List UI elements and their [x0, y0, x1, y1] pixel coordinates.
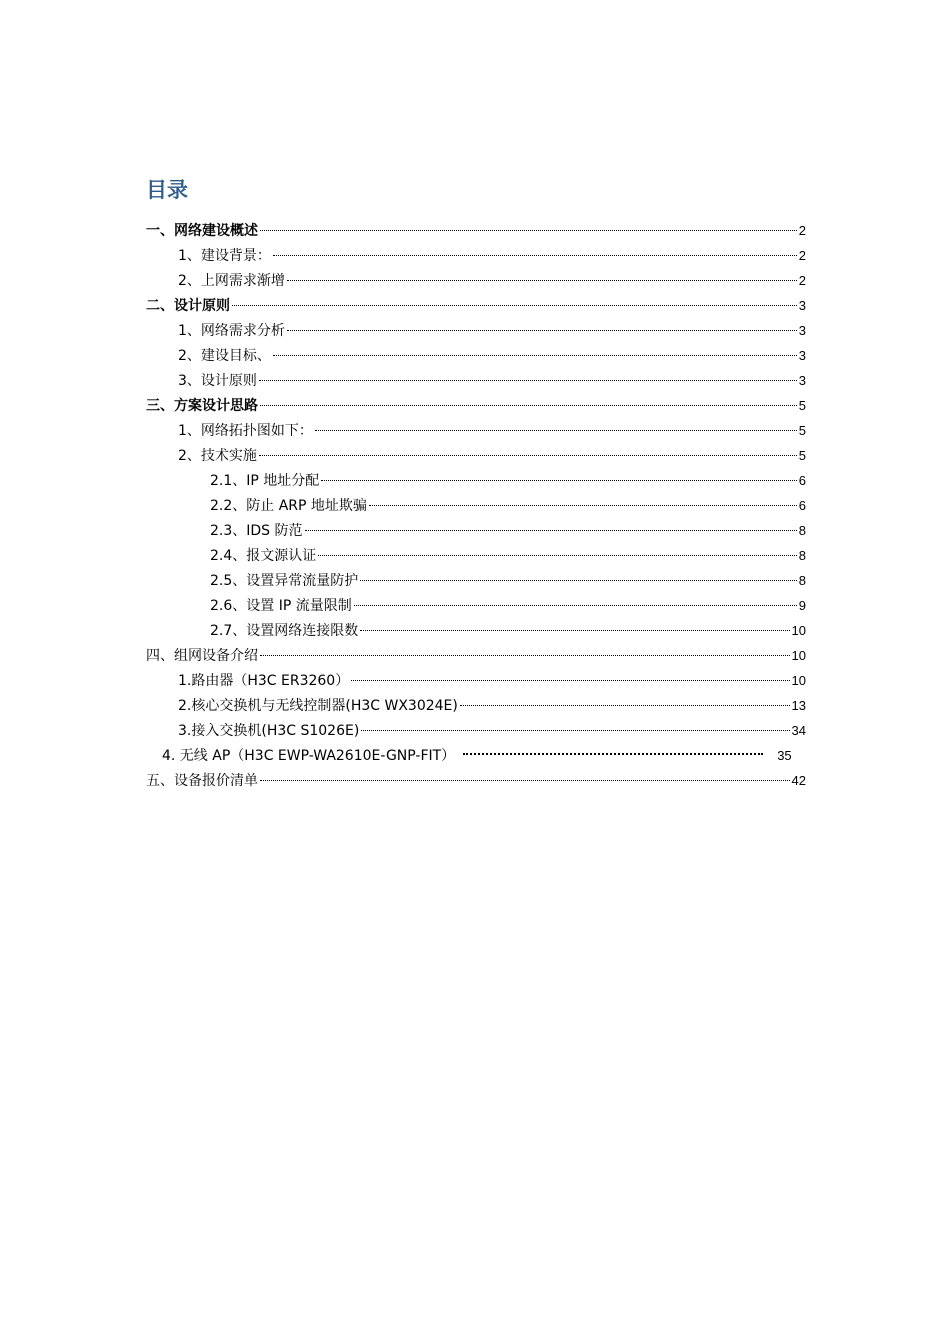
toc-entry-page: 5	[798, 423, 806, 438]
dot-leader	[321, 480, 796, 481]
toc-entry-page: 3	[798, 298, 806, 313]
dot-leader	[315, 430, 797, 431]
toc-entry-page: 10	[791, 623, 806, 638]
toc-entry-label: 4. 无线 AP（H3C EWP-WA2610E-GNP-FIT）	[162, 748, 456, 764]
dot-leader	[287, 330, 797, 331]
toc-entry[interactable]	[146, 568, 806, 593]
toc-entry-page: 35	[777, 748, 792, 763]
toc-entry-label: 2、技术实施	[178, 448, 257, 464]
dot-leader	[259, 380, 797, 381]
toc-entry-label: 2、建设目标、	[178, 348, 271, 364]
dot-leader	[463, 753, 763, 755]
toc-entry[interactable]	[146, 393, 806, 418]
dot-leader	[287, 280, 797, 281]
toc-entry-label: 3.接入交换机(H3C S1026E)	[178, 723, 360, 739]
toc-entry[interactable]	[146, 593, 806, 618]
dot-leader	[351, 680, 789, 681]
toc-entry[interactable]	[146, 768, 806, 793]
toc-entry-page: 10	[791, 648, 806, 663]
table-of-contents	[146, 218, 806, 793]
dot-leader	[305, 530, 797, 531]
toc-entry[interactable]	[146, 643, 806, 668]
toc-entry-label: 2.1、IP 地址分配	[210, 473, 320, 489]
toc-entry-label: 三、方案设计思路	[146, 398, 258, 414]
dot-leader	[259, 455, 797, 456]
dot-leader	[260, 405, 797, 406]
toc-entry-page: 13	[791, 698, 806, 713]
toc-entry[interactable]	[146, 718, 806, 743]
dot-leader	[318, 555, 797, 556]
dot-leader	[260, 655, 790, 656]
dot-leader	[232, 305, 797, 306]
toc-entry[interactable]	[146, 268, 806, 293]
toc-entry[interactable]	[146, 618, 806, 643]
toc-entry-page: 2	[798, 248, 806, 263]
toc-entry-page: 42	[791, 773, 806, 788]
toc-entry-page: 6	[798, 473, 806, 488]
dot-leader	[361, 730, 789, 731]
toc-entry-page: 8	[798, 523, 806, 538]
toc-entry[interactable]	[146, 543, 806, 568]
dot-leader	[360, 580, 797, 581]
toc-entry-label: 1、网络需求分析	[178, 323, 285, 339]
toc-entry[interactable]	[146, 343, 806, 368]
toc-entry[interactable]	[146, 668, 806, 693]
toc-entry[interactable]	[146, 243, 806, 268]
toc-entry-label: 2.2、防止 ARP 地址欺骗	[210, 498, 367, 514]
dot-leader	[354, 605, 797, 606]
toc-entry-label: 3、设计原则	[178, 373, 257, 389]
toc-entry-page: 3	[798, 323, 806, 338]
dot-leader	[260, 780, 790, 781]
toc-entry-label: 1、网络拓扑图如下：	[178, 423, 313, 439]
toc-entry[interactable]	[146, 493, 806, 518]
toc-entry[interactable]	[146, 468, 806, 493]
toc-title: 目录	[146, 178, 188, 202]
dot-leader	[260, 230, 797, 231]
dot-leader	[369, 505, 797, 506]
toc-entry-label: 2.核心交换机与无线控制器(H3C WX3024E)	[178, 698, 458, 714]
toc-entry-label: 2.6、设置 IP 流量限制	[210, 598, 352, 614]
toc-entry-page: 2	[798, 223, 806, 238]
toc-entry-label: 五、设备报价清单	[146, 773, 258, 789]
toc-entry[interactable]	[146, 218, 806, 243]
toc-entry-page: 3	[798, 373, 806, 388]
toc-entry[interactable]	[146, 693, 806, 718]
toc-entry[interactable]	[146, 293, 806, 318]
toc-entry-page: 3	[798, 348, 806, 363]
toc-entry-page: 10	[791, 673, 806, 688]
toc-entry[interactable]	[146, 368, 806, 393]
toc-entry-label: 2.7、设置网络连接限数	[210, 623, 359, 639]
toc-entry-label: 2、上网需求渐增	[178, 273, 285, 289]
toc-entry[interactable]	[146, 418, 806, 443]
toc-entry[interactable]	[146, 743, 806, 768]
toc-entry-page: 5	[798, 398, 806, 413]
dot-leader	[273, 255, 797, 256]
toc-entry-page: 5	[798, 448, 806, 463]
toc-entry-label: 2.4、报文源认证	[210, 548, 317, 564]
toc-entry[interactable]	[146, 518, 806, 543]
toc-entry-page: 8	[798, 548, 806, 563]
toc-entry-label: 二、设计原则	[146, 298, 230, 314]
toc-entry-label: 四、组网设备介绍	[146, 648, 258, 664]
toc-entry-page: 8	[798, 573, 806, 588]
toc-entry[interactable]	[146, 318, 806, 343]
toc-entry-label: 1.路由器（H3C ER3260）	[178, 673, 350, 689]
toc-entry-page: 9	[798, 598, 806, 613]
toc-entry-page: 2	[798, 273, 806, 288]
toc-entry-page: 6	[798, 498, 806, 513]
toc-entry-page: 34	[791, 723, 806, 738]
toc-entry-label: 1、建设背景：	[178, 248, 271, 264]
toc-entry[interactable]	[146, 443, 806, 468]
dot-leader	[360, 630, 789, 631]
dot-leader	[273, 355, 797, 356]
dot-leader	[460, 705, 790, 706]
toc-entry-label: 2.3、IDS 防范	[210, 523, 303, 539]
toc-entry-label: 一、网络建设概述	[146, 223, 258, 239]
toc-entry-label: 2.5、设置异常流量防护	[210, 573, 359, 589]
